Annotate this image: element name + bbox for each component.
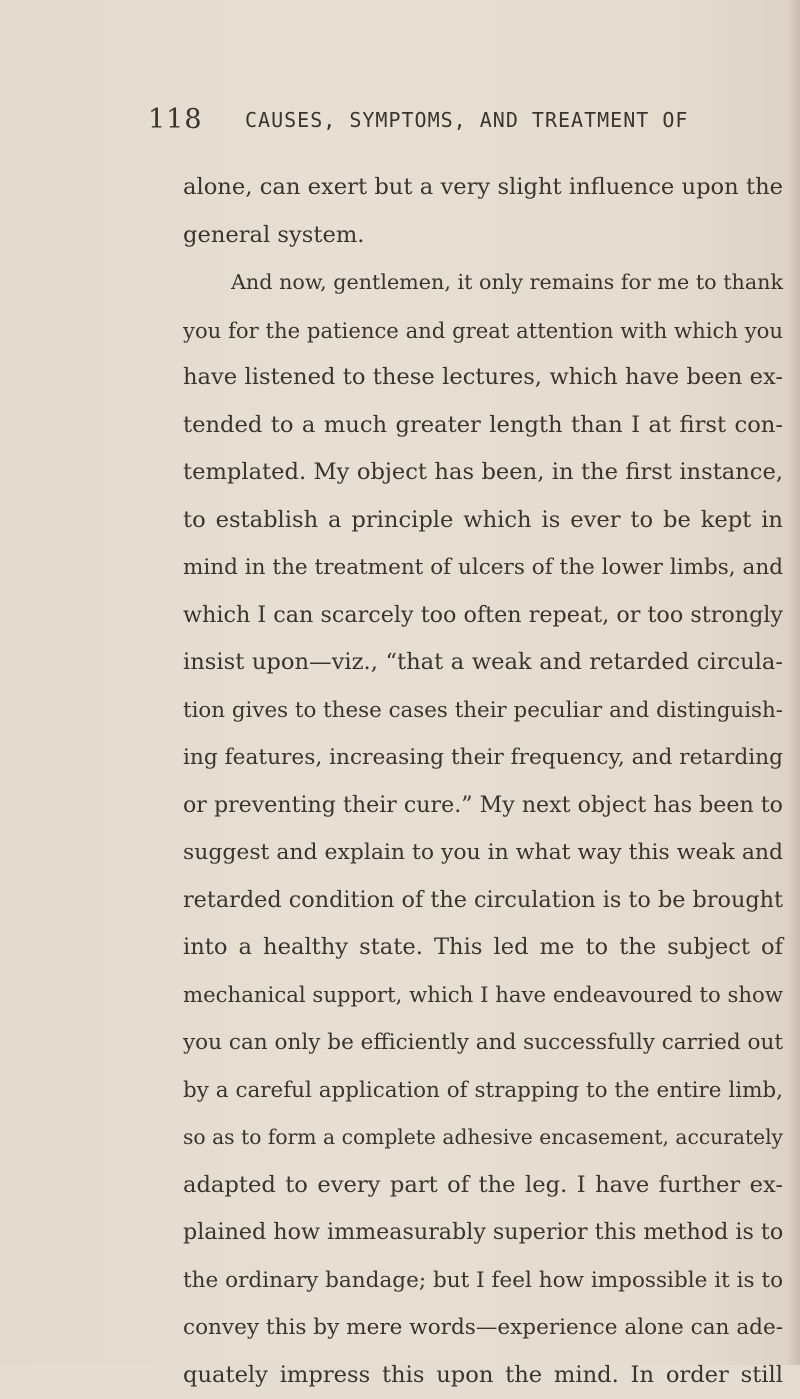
page-header — [148, 104, 748, 144]
body-text — [183, 164, 783, 1399]
text-line: insist upon—viz., “that a weak and retarded circula- — [183, 639, 783, 687]
text-line: tended to a much greater length than I at first con- — [183, 402, 783, 450]
text-line: the ordinary bandage; but I feel how impossible it is to — [183, 1257, 783, 1305]
text-line: into a healthy state. This led me to the subject of — [183, 924, 783, 972]
text-line: mind in the treatment of ulcers of the lower limbs, and — [183, 544, 783, 592]
text-line: so as to form a complete adhesive encasement, accurately — [183, 1114, 783, 1162]
text-line: quately impress this upon the mind. In order still — [183, 1352, 783, 1399]
text-line: And now, gentlemen, it only remains for me to thank — [183, 259, 783, 307]
text-line: retarded condition of the circulation is to be brought — [183, 877, 783, 925]
text-line: to establish a principle which is ever to be kept in — [183, 497, 783, 545]
running-head: CAUSES, SYMPTOMS, AND TREATMENT OF — [245, 108, 688, 132]
text-line: ing features, increasing their frequency, and retarding — [183, 734, 783, 782]
text-line: adapted to every part of the leg. I have further ex- — [183, 1162, 783, 1210]
text-line: alone, can exert but a very slight influence upon the — [183, 164, 783, 212]
text-line: which I can scarcely too often repeat, or too strongly — [183, 592, 783, 640]
text-line: tion gives to these cases their peculiar and distinguish- — [183, 687, 783, 735]
text-line: templated. My object has been, in the first instance, — [183, 449, 783, 497]
text-line: convey this by mere words—experience alone can ade- — [183, 1304, 783, 1352]
text-line: you can only be efficiently and successfully carried out — [183, 1019, 783, 1067]
text-line: general system. — [183, 212, 783, 260]
text-line: suggest and explain to you in what way this weak and — [183, 829, 783, 877]
text-line: you for the patience and great attention with which you — [183, 307, 783, 355]
page-edge-shadow — [786, 0, 800, 1365]
text-line: have listened to these lectures, which have been ex- — [183, 354, 783, 402]
page-number: 118 — [148, 104, 203, 135]
text-line: by a careful application of strapping to the entire limb, — [183, 1067, 783, 1115]
text-line: or preventing their cure.” My next object has been to — [183, 782, 783, 830]
text-line: mechanical support, which I have endeavoured to show — [183, 972, 783, 1020]
text-line: plained how immeasurably superior this method is to — [183, 1209, 783, 1257]
